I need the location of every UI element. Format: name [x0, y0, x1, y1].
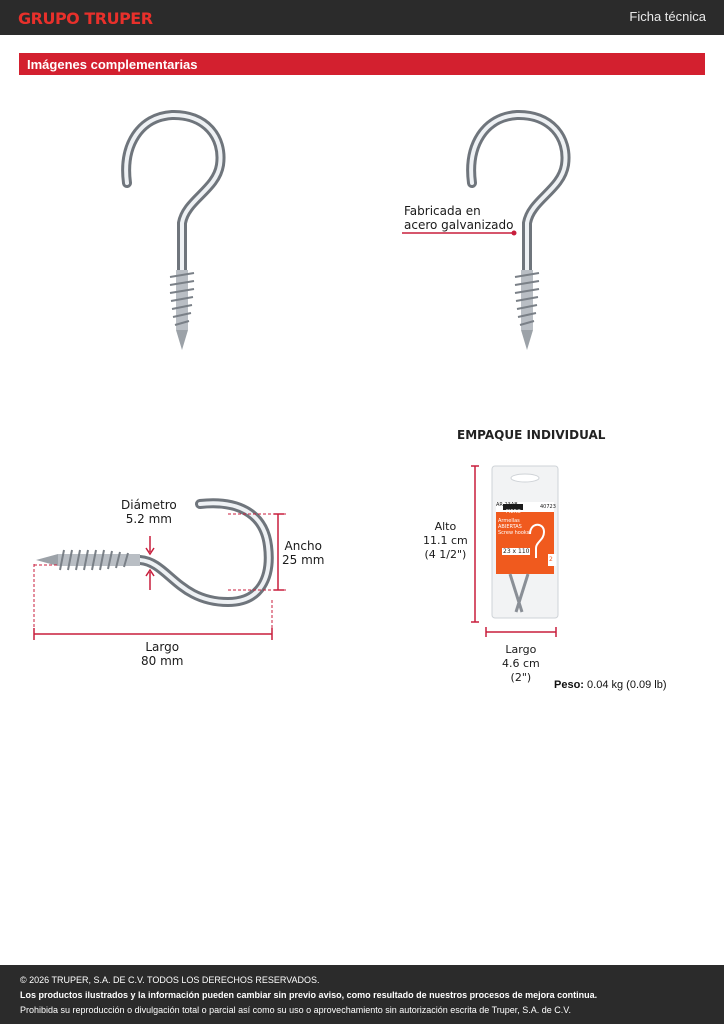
- package-card-size: 23 x 110: [503, 548, 530, 555]
- footer-copyright: © 2026 TRUPER, S.A. DE C.V. TODOS LOS DERECHOS RESERVADOS.: [20, 975, 320, 985]
- screw-hook-image: [110, 105, 240, 360]
- brand-logo: GRUPO TRUPER: [18, 9, 153, 28]
- weight-label: Peso:: [554, 679, 584, 691]
- diameter-label: Diámetro 5.2 mm: [121, 498, 177, 526]
- length-label: Largo 80 mm: [141, 640, 184, 668]
- weight-value: 0.04 kg (0.09 lb): [583, 679, 667, 691]
- material-callout: Fabricada en acero galvanizado: [404, 204, 514, 232]
- width-label: Ancho 25 mm: [282, 539, 325, 567]
- footer-legal: Prohibida su reproducción o divulgación total o parcial así como su uso o aprovechamiento sin autorización escrita de Truper, S.A. de C.V.: [20, 1005, 571, 1015]
- package-title: EMPAQUE INDIVIDUAL: [457, 428, 606, 442]
- package-card-name: Armellas ABIERTAS Screw hooks: [498, 518, 530, 536]
- package-card-qty: 2: [549, 556, 553, 563]
- package-card-sku: 40723: [540, 504, 556, 510]
- thread: [170, 270, 194, 350]
- package-card-code: AR-23AB: [496, 502, 518, 508]
- footer: [0, 965, 724, 1024]
- weight-info: [554, 679, 667, 691]
- package-height-label: Alto 11.1 cm (4 1/2"): [423, 520, 468, 561]
- package-length-label: Largo 4.6 cm (2"): [502, 643, 540, 684]
- section-title: Imágenes complementarias: [27, 57, 198, 72]
- document-type: Ficha técnica: [629, 9, 706, 24]
- package-card-brand: FIERO: [506, 509, 521, 515]
- header-bar: [0, 0, 724, 35]
- footer-notice: Los productos ilustrados y la información pueden cambiar sin previo aviso, como resultado de nuestros procesos de mejora continua.: [20, 990, 598, 1000]
- section-header: [19, 53, 705, 75]
